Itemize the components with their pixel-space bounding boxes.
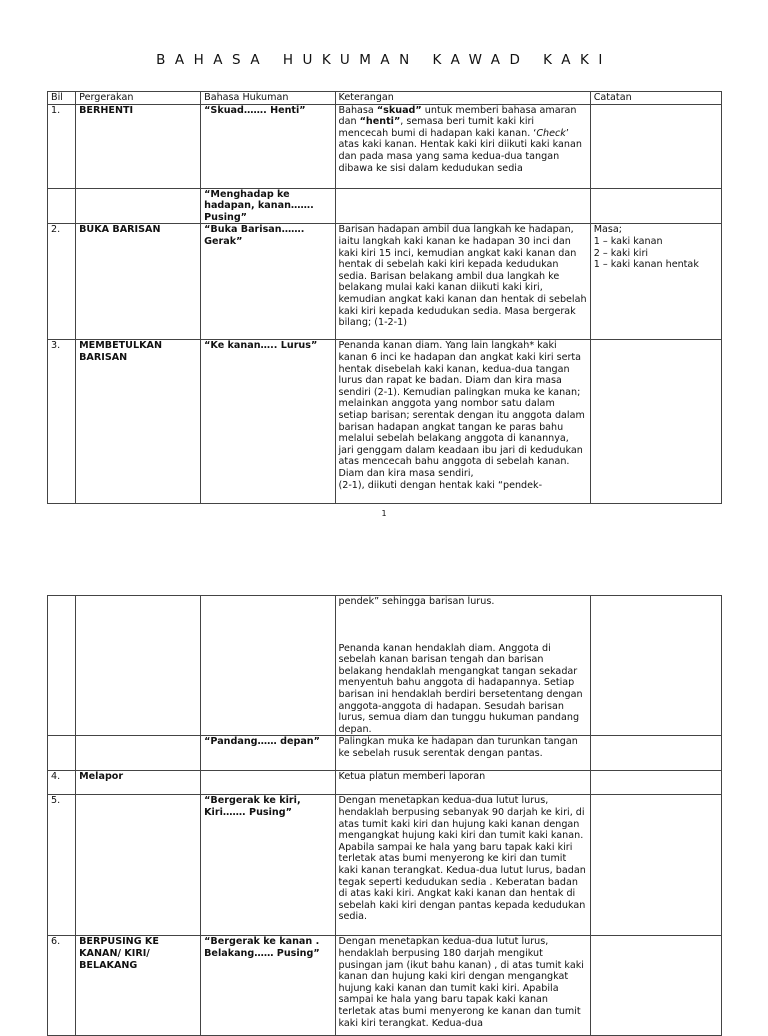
cell-catatan [590,736,721,771]
table-row [48,795,722,936]
cell-catatan [590,771,721,795]
cell-bahasa-hukuman: “Bergerak ke kiri, Kiri……. Pusing” [201,795,335,936]
table-row [48,736,722,771]
cell-bahasa-hukuman: “Skuad……. Henti” [201,104,335,188]
table-row [48,936,722,1036]
cell-bil: 2. [48,224,76,340]
cell-pergerakan: BERPUSING KE KANAN/ KIRI/ BELAKANG [76,936,201,1036]
cell-pergerakan [76,795,201,936]
cell-pergerakan [76,736,201,771]
cell-catatan [590,104,721,188]
cell-bahasa-hukuman: “Buka Barisan……. Gerak” [201,224,335,340]
cell-catatan [590,188,721,224]
catatan-line: 1 – kaki kanan hentak [593,259,699,271]
cell-keterangan: Barisan hadapan ambil dua langkah ke hadapan, iaitu langkah kaki kanan ke hadapan 30 inci dan kaki kiri 15 inci, kemudian angkat kaki kanan dan hentak di sebelah kaki kiri kepada kedudukan sedia. Barisan belakang ambil dua langkah ke belakang mulai kaki kanan diikuti kaki kiri, kemudian angkat kaki kanan dan hentak di sebelah kaki kiri kepada kedudukan sedia. Masa bergerak bilang; (1-2-1) [335,224,590,340]
cell-keterangan: Bahasa “skuad” untuk memberi bahasa amaran dan “henti”, semasa beri tumit kaki kiri mencecah bumi di hadapan kaki kanan. ‘Check’ atas kaki kanan. Hentak kaki kiri diikuti kaki kanan dan pada masa yang sama kedua-dua tangan dibawa ke sisi dalam kedudukan sedia [335,104,590,188]
drill-commands-table-continued [47,595,722,1036]
document-title: BAHASA HUKUMAN KAWAD KAKI [156,52,612,68]
cell-bil [48,736,76,771]
document-page-2 [0,560,768,1029]
cell-catatan [590,340,721,504]
cell-keterangan: Palingkan muka ke hadapan dan turunkan tangan ke sebelah rusuk serentak dengan pantas. [335,736,590,771]
header-pergerakan: Pergerakan [76,92,201,105]
cell-catatan [590,795,721,936]
cell-pergerakan [76,188,201,224]
catatan-line: Masa; [593,224,622,236]
cell-bahasa-hukuman [201,771,335,795]
cell-pergerakan: BERHENTI [76,104,201,188]
cell-bil: 5. [48,795,76,936]
cell-bil: 4. [48,771,76,795]
page-number: 1 [381,509,387,518]
cell-keterangan [335,188,590,224]
table-row [48,188,722,224]
table-row [48,596,722,736]
cell-keterangan: Dengan menetapkan kedua-dua lutut lurus, hendaklah berpusing sebanyak 90 darjah ke kiri, di atas tumit kaki kiri dan hujung kaki kanan dengan mengangkat hujung kaki kiri dan tumit kaki kanan. Apabila sampai ke hala yang baru tapak kaki kiri terletak atas bumi menyerong ke kiri dan tumit kaki kanan terangkat. Kedua-dua lutut lurus, badan tegak seperti kedudukan sedia . Keberatan badan di atas kaki kiri. Angkat kaki kanan dan hentak di sebelah kaki kiri dengan pantas kepada kedudukan sedia. [335,795,590,936]
header-bil: Bil [48,92,76,105]
header-keterangan: Keterangan [335,92,590,105]
cell-catatan [590,224,721,340]
keterangan-text: Penanda kanan hendaklah diam. Anggota di sebelah kanan barisan tengah dan barisan belakang hendaklah mengangkat tangan sekadar menyentuh bahu anggota di hadapannya. Setiap barisan ini hendaklah berdiri bersetentang dengan anggota-anggota di hadapan. Sesudah barisan lurus, semua diam dan tunggu hukuman pandang depan. [338,642,583,735]
catatan-line: 1 – kaki kanan [593,235,663,247]
table-row [48,104,722,188]
keterangan-text: pendek” sehingga barisan lurus. [338,596,495,607]
cell-pergerakan [76,596,201,736]
cell-pergerakan: MEMBETULKAN BARISAN [76,340,201,504]
cell-keterangan [335,596,590,736]
header-catatan: Catatan [590,92,721,105]
table-row [48,224,722,340]
table-row [48,340,722,504]
cell-pergerakan: BUKA BARISAN [76,224,201,340]
cell-keterangan: Penanda kanan diam. Yang lain langkah* kaki kanan 6 inci ke hadapan dan angkat kaki kiri serta hentak disebelah kaki kanan, kedua-dua tangan lurus dan rapat ke badan. Diam dan kira masa sendiri (2-1). Kemudian palingkan muka ke kanan; melainkan anggota yang nombor satu dalam setiap barisan; serentak dengan itu anggota dalam barisan hadapan angkat tangan ke paras bahu melalui sebelah belakang anggota di kanannya, jari genggam dalam keadaan ibu jari di kedudukan atas mencecah bahu anggota di sebelah kanan. Diam dan kira masa sendiri, (2-1), diikuti dengan hentak kaki “pendek- [335,340,590,504]
cell-keterangan: Ketua platun memberi laporan [335,771,590,795]
cell-bil [48,188,76,224]
table-header-row [48,92,722,105]
cell-pergerakan: Melapor [76,771,201,795]
catatan-line: 2 – kaki kiri [593,247,649,259]
cell-bil: 6. [48,936,76,1036]
cell-bahasa-hukuman: “Menghadap ke hadapan, kanan……. Pusing” [201,188,335,224]
table-row [48,771,722,795]
cell-bahasa-hukuman: “Bergerak ke kanan . Belakang…… Pusing” [201,936,335,1036]
cell-bil: 3. [48,340,76,504]
cell-bahasa-hukuman: “Pandang…… depan” [201,736,335,771]
cell-bil: 1. [48,104,76,188]
cell-catatan [590,596,721,736]
drill-commands-table [47,91,722,504]
cell-bahasa-hukuman: “Ke kanan….. Lurus” [201,340,335,504]
cell-catatan [590,936,721,1036]
cell-bil [48,596,76,736]
cell-bahasa-hukuman [201,596,335,736]
cell-keterangan: Dengan menetapkan kedua-dua lutut lurus, hendaklah berpusing 180 darjah mengikut pusingan jam (ikut bahu kanan) , di atas tumit kaki kanan dan hujung kaki kiri dengan mengangkat hujung kaki kanan dan tumit kaki kiri. Apabila sampai ke hala yang baru tapak kaki kanan terletak atas bumi menyerong ke kanan dan tumit kaki kiri terangkat. Kedua-dua [335,936,590,1036]
page-gap [0,540,768,560]
header-bahasa-hukuman: Bahasa Hukuman [201,92,335,105]
